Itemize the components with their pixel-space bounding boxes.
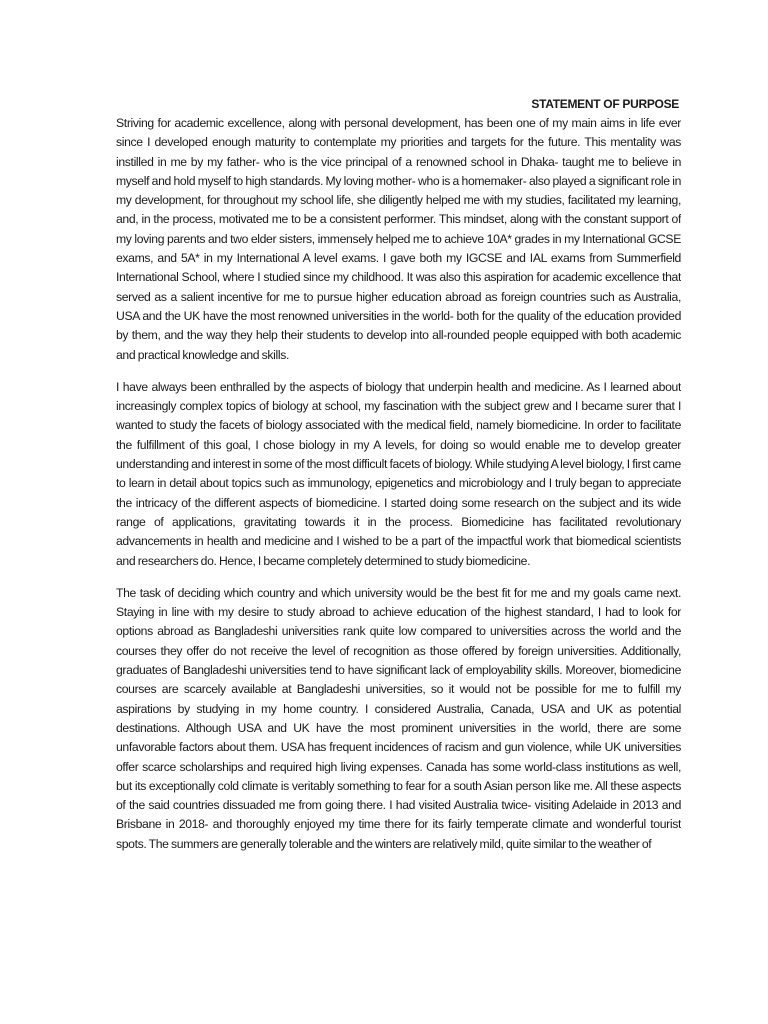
document-title: STATEMENT OF PURPOSE (531, 97, 679, 111)
paragraph-country-choice: The task of deciding which country and which university would be the best fit for me and my goals came next. Staying in line with my desire to study abroad to achieve education of the highest standard, I had to look for options abroad as Bangladeshi universities rank quite low compared to universities across the world and the courses they offer do not receive the level of recognition as those offered by foreign universities. Additionally, graduates of Bangladeshi universities tend to have significant lack of employability skills. Moreover, biomedicine courses are scarcely available at Bangladeshi universities, so it would not be possible for me to fulfill my aspirations by studying in my home country. I considered Australia, Canada, USA and UK as potential destinations. Although USA and UK have the most prominent universities in the world, there are some unfavorable factors about them. USA has frequent incidences of racism and gun violence, while UK universities offer scarce scholarships and required high living expenses. Canada has some world-class institutions as well, but its exceptionally cold climate is veritably something to fear for a south Asian person like me. All these aspects of the said countries dissuaded me from going there. I had visited Australia twice- visiting Adelaide in 2013 and Brisbane in 2018- and thoroughly enjoyed my time there for its fairly temperate climate and wonderful tourist spots. The summers are generally tolerable and the winters are relatively mild, quite similar to the weather of (116, 585, 681, 851)
paragraph-biology-interest: I have always been enthralled by the aspects of biology that underpin health and medicine. As I learned about increasingly complex topics of biology at school, my fascination with the subject grew and I became surer that I wanted to study the facets of biology associated with the medical field, namely biomedicine. In order to facilitate the fulfillment of this goal, I chose biology in my A levels, for doing so would enable me to develop greater understanding and interest in some of the most difficult facets of biology. While studying A level biology, I first came to learn in detail about topics such as immunology, epigenetics and microbiology and I truly began to appreciate the intricacy of the different aspects of biomedicine. I started doing some research on the subject and its wide range of applications, gravitating towards it in the process. Biomedicine has facilitated revolutionary advancements in health and medicine and I wished to be a part of the impactful work that biomedical scientists and researchers do. Hence, I became completely determined to study biomedicine. (116, 379, 681, 568)
document-page (116, 86, 681, 1024)
paragraph-academic-excellence: Striving for academic excellence, along with personal development, has been one of my main aims in life ever since I developed enough maturity to contemplate my priorities and targets for the future. This mentality was instilled in me by my father- who is the vice principal of a renowned school in Dhaka- taught me to believe in myself and hold myself to high standards. My loving mother- who is a homemaker- also played a significant role in my development, for throughout my school life, she diligently helped me with my studies, facilitated my learning, and, in the process, motivated me to be a consistent performer. This mindset, along with the constant support of my loving parents and two elder sisters, immensely helped me to achieve 10A* grades in my International GCSE exams, and 5A* in my International A level exams. I gave both my IGCSE and IAL exams from Summerfield International School, where I studied since my childhood. It was also this aspiration for academic excellence that served as a salient incentive for me to pursue higher education abroad as foreign countries such as Australia, USA and the UK have the most renowned universities in the world- both for the quality of the education provided by them, and the way they help their students to develop into all-rounded people equipped with both academic and practical knowledge and skills. (116, 116, 681, 362)
